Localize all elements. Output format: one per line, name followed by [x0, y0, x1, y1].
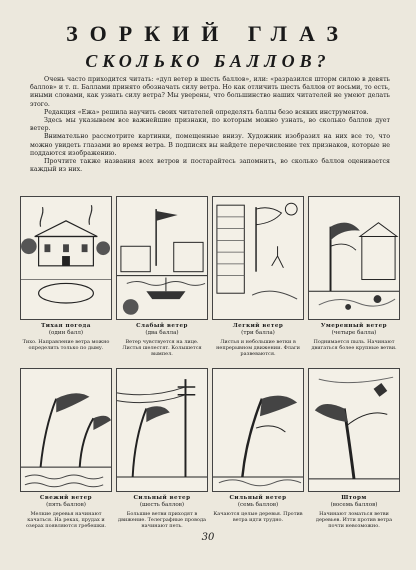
wind-description: Поднимается пыль. Начинают двигаться более крупные ветви.	[311, 338, 397, 351]
wind-card	[116, 368, 208, 529]
paragraph: Внимательно рассмотрите картинки, помещенные внизу. Художник изобразил на них все то, что можно увидеть глазами во время ветра. В подписях вы найдете перечисление тех признаков, которые не поддаются изображению.	[30, 133, 390, 157]
waving-flag-icon	[212, 196, 304, 320]
paragraph: Здесь мы указываем все важнейшие признаки, по которым можно узнать, во сколько баллов дует ветер.	[30, 117, 390, 133]
wind-card	[20, 196, 112, 357]
paragraph: Прочтите также названия всех ветров и постарайтесь запомнить, во сколько баллов оценивается каждый из них.	[30, 158, 390, 174]
wind-card	[20, 368, 112, 529]
wind-description: Начинают ломаться ветви деревьев. Итти против ветра почти невозможно.	[315, 510, 393, 529]
paragraph: Редакция «Ежа» решила научить своих читателей определять баллы безо всяких инструментов.	[44, 108, 369, 116]
telegraph-wires-icon	[116, 368, 208, 492]
wind-scale: (три балла)	[241, 329, 275, 336]
wind-card	[308, 368, 400, 529]
wind-scale: (восемь баллов)	[330, 501, 378, 508]
wind-description: Качаются целые деревья. Против ветра идти трудно.	[213, 510, 303, 523]
wind-name: Легкий ветер	[232, 323, 284, 329]
page-number: 30	[201, 532, 215, 543]
wind-card	[212, 368, 304, 529]
swaying-trees-icon	[212, 368, 304, 492]
wind-name: Шторм	[341, 495, 367, 501]
wind-scale: (два балла)	[145, 329, 179, 336]
wind-name: Сильный ветер	[133, 495, 191, 501]
wind-card	[116, 196, 208, 357]
wind-name: Тихая погода	[41, 323, 91, 329]
article-body	[30, 76, 390, 174]
harbor-flag-icon	[116, 196, 208, 320]
wind-scale: (пять баллов)	[46, 501, 86, 508]
storm-tree-icon	[308, 368, 400, 492]
dusty-street-icon	[308, 196, 400, 320]
wind-description: Мелкие деревья начинают качаться. На реках, прудах и озерах появляются гребешки.	[25, 510, 107, 529]
wind-name: Умеренный ветер	[320, 323, 388, 329]
page-header	[12, 22, 404, 72]
wind-name: Свежий ветер	[39, 495, 93, 501]
paragraph: Очень часто приходится читать: «дул ветер в шесть баллов», или: «разразился шторм силою в девять баллов» и т. п. Баллами принято обозначать силу ветра. Но как отличить шесть баллов от восьми, то есть, иными словами, как узнать силу ветра? Мы уверены, что большинство наших читателей не умеют делать этого.	[30, 76, 390, 108]
wind-name: Слабый ветер	[136, 323, 188, 329]
section-heading: ЗОРКИЙ ГЛАЗ	[66, 21, 350, 46]
wind-scale: (шесть баллов)	[139, 501, 185, 508]
wind-card	[212, 196, 304, 357]
wind-description: Ветер чувствуется на лице. Листья шелестят. Колышется вымпел.	[122, 338, 202, 357]
wind-description: Листья и небольшие ветки в непрерывном движении. Флаги развеваются.	[216, 338, 300, 357]
illustration-row-2	[20, 368, 398, 529]
wind-scale: (один балл)	[48, 329, 84, 336]
article-title: СКОЛЬКО БАЛЛОВ?	[85, 51, 331, 71]
village-smoke-icon	[20, 196, 112, 320]
wind-name: Сильный ветер	[229, 495, 287, 501]
illustration-row-1	[20, 196, 398, 357]
wind-scale: (четыре балла)	[331, 329, 377, 336]
wind-card	[308, 196, 400, 357]
wind-description: Тихо. Направление ветра можно определить только по дыму.	[22, 338, 110, 351]
wind-description: Большие ветви приходят в движение. Телеграфные провода начинают петь.	[117, 510, 207, 529]
bending-trees-icon	[20, 368, 112, 492]
wind-scale: (семь баллов)	[237, 501, 279, 508]
